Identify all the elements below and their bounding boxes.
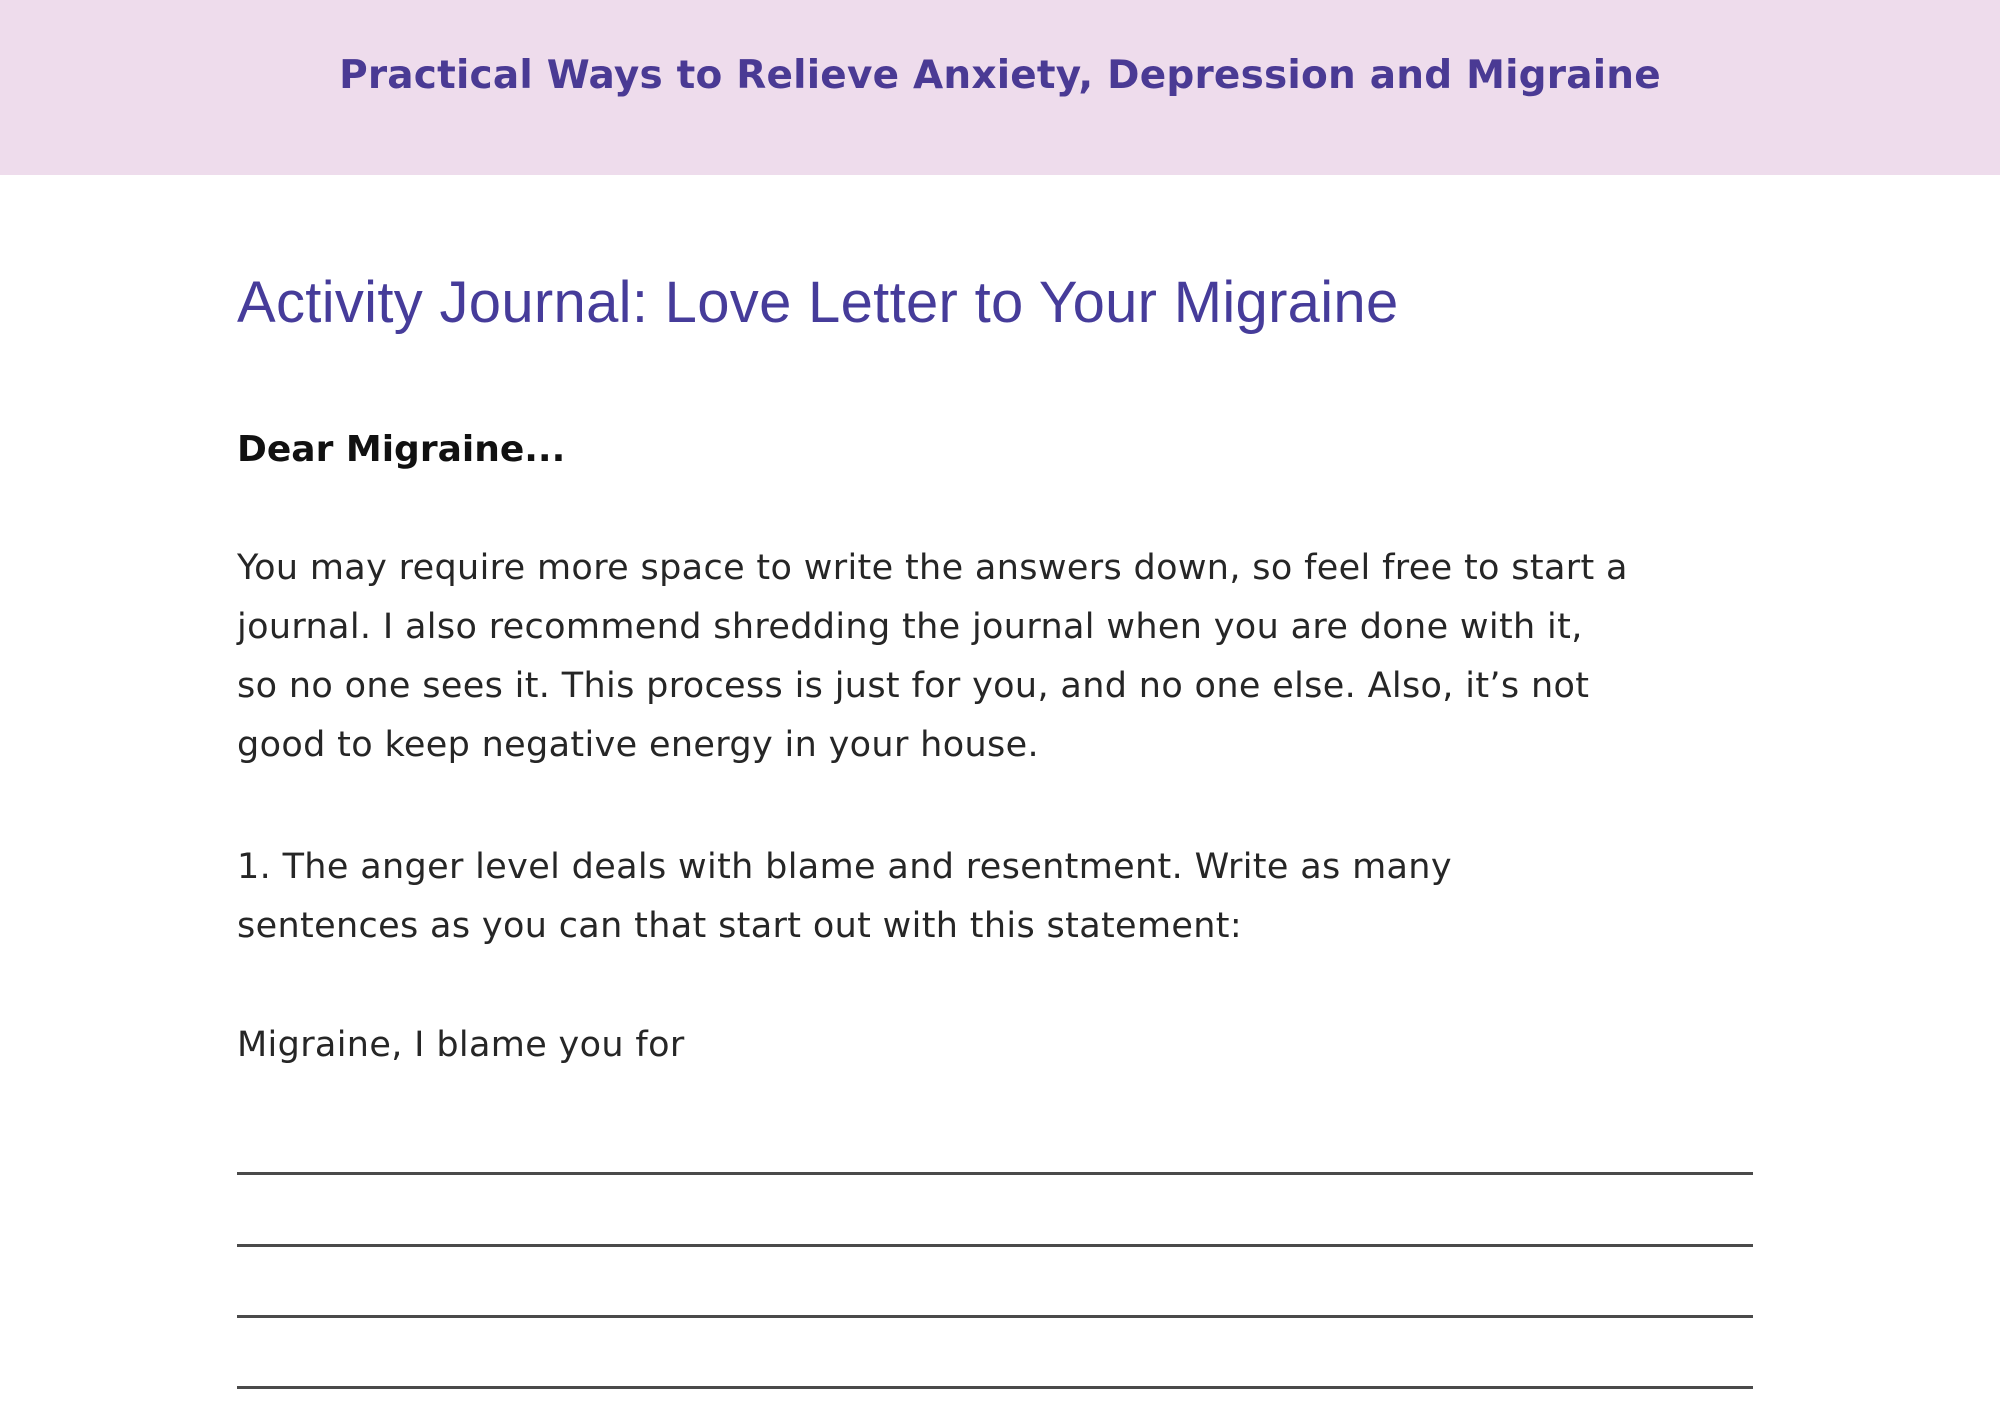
writing-line <box>237 1244 1753 1247</box>
intro-line: journal. I also recommend shredding the journal when you are done with it, <box>237 607 1583 647</box>
item-line: sentences as you can that start out with this statement: <box>237 906 1243 946</box>
blame-prompt <box>237 1016 685 1075</box>
salutation: Dear Migraine... <box>237 429 566 470</box>
writing-line <box>237 1386 1753 1389</box>
writing-line <box>237 1315 1753 1318</box>
item-line: 1. The anger level deals with blame and resentment. Write as many <box>237 847 1452 887</box>
intro-paragraph <box>237 539 1628 775</box>
intro-line: so no one sees it. This process is just for you, and no one else. Also, it’s not <box>237 666 1590 706</box>
writing-line <box>237 1172 1753 1175</box>
header-band <box>0 0 2000 175</box>
header-title: Practical Ways to Relieve Anxiety, Depression and Migraine <box>339 53 1661 98</box>
intro-line: good to keep negative energy in your house. <box>237 725 1039 765</box>
prompt-text: Migraine, I blame you for <box>237 1025 685 1065</box>
page-title: Activity Journal: Love Letter to Your Migraine <box>237 270 1399 335</box>
intro-line: You may require more space to write the answers down, so feel free to start a <box>237 548 1628 588</box>
numbered-item-1 <box>237 838 1452 956</box>
